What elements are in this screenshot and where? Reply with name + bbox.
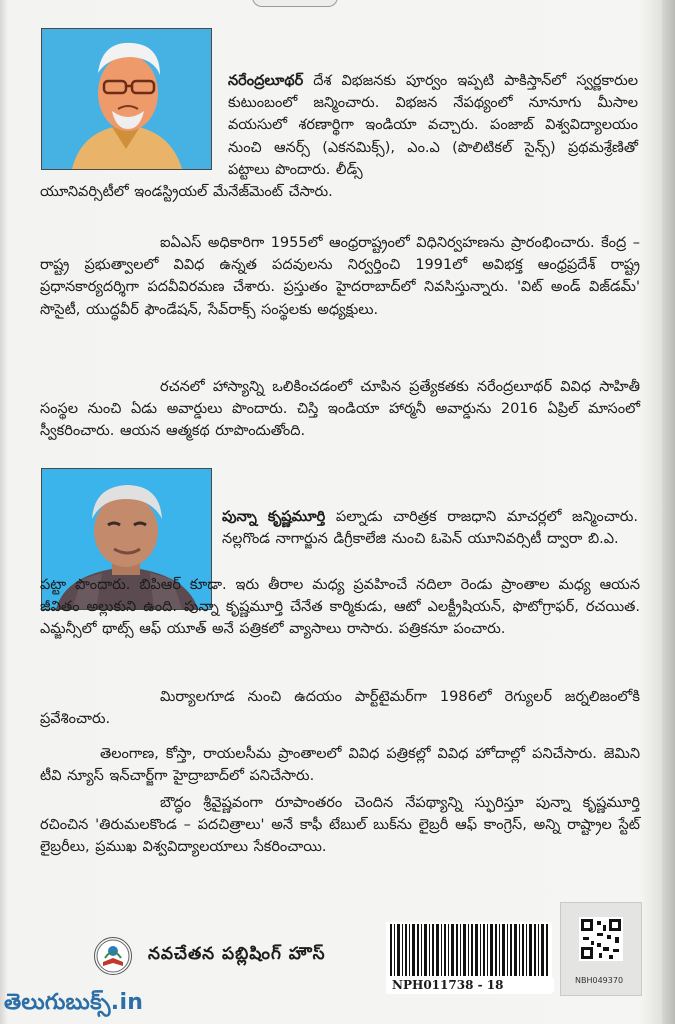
author2-bio-continued: పట్టా పొందారు. బిపిఆర్ కూడా. ఇరు తీరాల మధ్య ప్రవహించే నదిలా రెండు ప్రాంతాల మధ్య ఆయన జీవితం అల్లుకుని ఉంది. పున్నా కృష్ణమూర్తి చేనేత కార్మికుడు, ఆటో ఎలక్ట్రీషియన్, ఫొటోగ్రాఫర్, రచయిత. ఎమ్జన్సీలో థాట్స్ ఆఫ్ యూత్ అనే పత్రికలో వ్యాసాలు రాసారు. పత్రికనూ పంచారు. — [40, 577, 640, 638]
qr-code-icon — [561, 903, 641, 977]
qr-code-number: NBH049370 — [575, 976, 624, 985]
author1-bio-continued: యూనివర్సిటీలో ఇండస్ట్రియల్ మేనేజ్‌మెంట్ చేసారు. — [40, 184, 333, 200]
author1-bio-paragraph — [228, 70, 638, 181]
author1-name: నరేంద్రలూథర్ — [228, 73, 304, 89]
author1-awards-paragraph: రచనలో హాస్యాన్ని ఒలికించడంలో చూపిన ప్రత్యేకతకు నరేంద్రలూథర్ వివిధ సాహితీ సంస్థల నుంచి ఏడు అవార్డులు పొందారు. చిస్తి ఇండియా హార్మనీ అవార్డును 2016 ఏప్రిల్ మాసంలో స్వీకరించారు. ఆయన ఆత్మకథ రూపొందుతోంది. — [40, 379, 640, 440]
author-photo-narendra-luther — [41, 28, 212, 170]
portrait-sketch-image — [42, 29, 211, 169]
author1-career-paragraph: ఐఏఎస్ అధికారిగా 1955లో ఆంధ్రరాష్ట్రంలో విధినిర్వహణను ప్రారంభించారు. కేంద్ర – రాష్ట్ర ప్రభుత్వాలలో వివిధ ఉన్నత పదవులను నిర్వర్తించి 1991లో అవిభక్త ఆంధ్రప్రదేశ్ రాష్ట్ర ప్రధానకార్యదర్శిగా పదవీవిరమణ చేశారు. ప్రస్తుతం హైదరాబాద్‌లో నివసిస్తున్నారు. 'విట్ అండ్ విజ్‌డమ్' సొసైటీ, యుద్ధవీర్ ఫౌండేషన్, సేవ్‌రాక్స్ సంస్థలకు అధ్యక్షులు. — [40, 235, 640, 318]
watermark-text: తెలుగుబుక్స్.in — [4, 990, 144, 1015]
book-edge-shadow — [662, 0, 675, 1024]
author2-name: పున్నా కృష్ణమూర్తి — [222, 509, 326, 525]
publisher-logo-icon — [94, 937, 132, 975]
publisher-block — [94, 936, 326, 976]
author1-bio-lead: దేశ విభజనకు పూర్వం ఇప్పటి పాకిస్తాన్‌లో స్వర్ణకారుల కుటుంబంలో జన్మించారు. విభజన నేపథ్యంలో నూనూగు మీసాల వయసులో శరణార్థిగా ఇండియా వచ్చారు. పంజాబ్ విశ్వవిద్యాలయం నుంచి ఆనర్స్ (ఎకనమిక్స్), ఎం.ఎ (పొలిటికల్ సైన్స్) ప్రథమశ్రేణితో పట్టాలు పొందారు. లీడ్స్ — [228, 73, 638, 178]
barcode-number: NPH011738 - 18 — [388, 978, 554, 992]
author2-book-paragraph: బౌద్ధం శ్రీవైష్ణవంగా రూపాంతరం చెందిన నేపథ్యాన్ని స్ఫురిస్తూ పున్నా కృష్ణమూర్తి రచించిన 'తిరుమలకొండ – పదచిత్రాలు' అనే కాఫీ టేబుల్ బుక్‌ను లైబ్రరీ ఆఫ్ కాంగ్రెస్, అన్ని రాష్ట్రాల స్టేట్ లైబ్రరీలు, ప్రముఖ విశ్వవిద్యాలయాలు సేకరించాయి. — [40, 795, 640, 856]
author2-bio-lead: పల్నాడు చారిత్రక రాజధాని మాచర్లలో జన్మించారు. నల్లగొండ నాగార్జున డిగ్రీకాలేజి నుంచి ఓపెన్ యూనివర్సిటీ ద్వారా బి.ఎ. — [222, 509, 638, 548]
cover-notch — [252, 0, 338, 7]
publisher-name: నవచేతన పబ్లిషింగ్ హౌస్ — [148, 944, 326, 964]
author2-bio-paragraph — [222, 506, 638, 550]
author2-positions-paragraph: తెలంగాణ, కోస్తా, రాయలసీమ ప్రాంతాలలో వివిధ పత్రికల్లో వివిధ హోదాల్లో పనిచేసారు. జెమిని టీవి న్యూస్ ఇన్‌చార్జ్‌గా హైద్రాబాద్‌లో పనిచేసారు. — [40, 746, 640, 785]
author2-journalism-paragraph: మిర్యాలగూడ నుంచి ఉదయం పార్ట్‌టైమర్‌గా 1986లో రెగ్యులర్ జర్నలిజంలోకి ప్రవేశించారు. — [40, 689, 640, 728]
